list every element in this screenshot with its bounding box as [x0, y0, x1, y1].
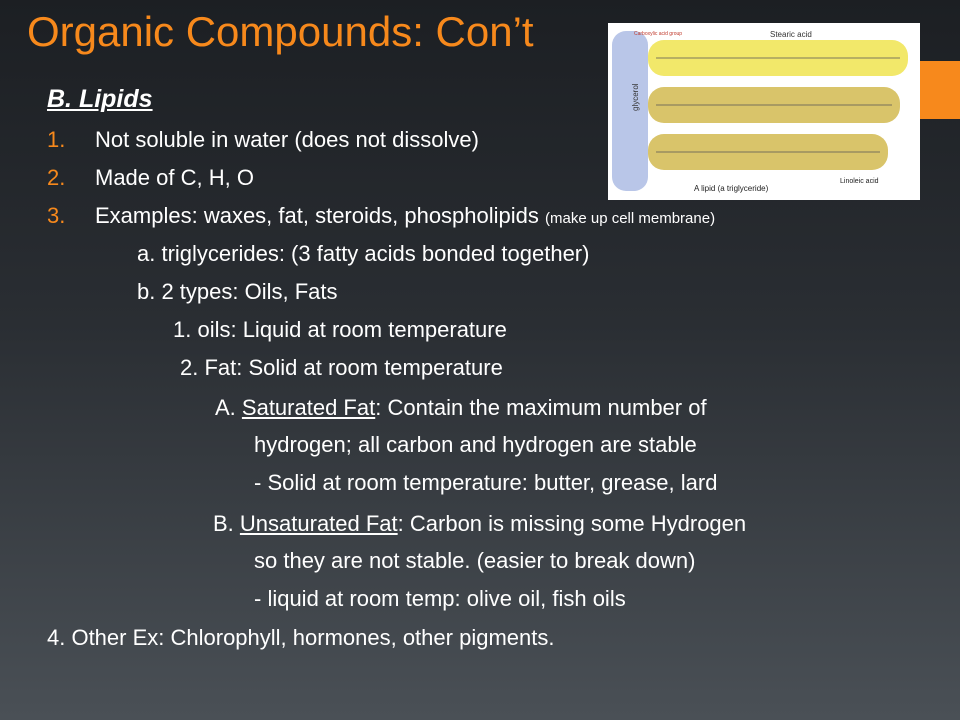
unsaturated-rest: : Carbon is missing some Hydrogen — [397, 511, 747, 536]
section-heading: B. Lipids — [47, 85, 153, 113]
list-number: 2. — [47, 165, 66, 190]
list-text: Not soluble in water (does not dissolve) — [95, 127, 479, 152]
saturated-line-2: hydrogen; all carbon and hydrogen are stable — [254, 432, 697, 457]
lipid-label: A lipid (a triglyceride) — [694, 184, 769, 193]
unsaturated-line-3: - liquid at room temp: olive oil, fish oils — [254, 586, 626, 611]
stearic-label: Stearic acid — [770, 30, 812, 39]
sub-item-oils: 1. oils: Liquid at room temperature — [173, 317, 507, 342]
saturated-prefix: A. — [215, 395, 242, 420]
saturated-fat-line — [215, 394, 707, 422]
other-examples: 4. Other Ex: Chlorophyll, hormones, other pigments. — [47, 625, 555, 650]
unsaturated-prefix: B. — [213, 511, 240, 536]
unsaturated-term: Unsaturated Fat — [239, 511, 398, 536]
slide-title: Organic Compounds: Con’t — [27, 8, 534, 55]
saturated-rest: : Contain the maximum number of — [375, 395, 707, 420]
unsaturated-fat-line — [213, 510, 746, 538]
carboxylic-label: Carboxylic acid group — [634, 31, 683, 37]
sub-item-fat: 2. Fat: Solid at room temperature — [180, 355, 503, 380]
list-text: Examples: waxes, fat, steroids, phospholipids — [95, 203, 546, 228]
linoleic-label: Linoleic acid — [840, 178, 879, 185]
list-text: Made of C, H, O — [95, 165, 254, 190]
list-note: (make up cell membrane) — [545, 210, 716, 227]
triglyceride-diagram — [608, 23, 920, 200]
sub-item-a: a. triglycerides: (3 fatty acids bonded together) — [137, 241, 590, 266]
unsaturated-line-2: so they are not stable. (easier to break down) — [254, 548, 696, 573]
sub-item-b: b. 2 types: Oils, Fats — [137, 279, 338, 304]
saturated-line-3: - Solid at room temperature: butter, grease, lard — [254, 470, 718, 495]
glycerol-label: glycerol — [631, 83, 640, 111]
list-number: 1. — [47, 127, 66, 152]
list-item — [47, 202, 715, 233]
list-item — [47, 126, 479, 154]
list-number: 3. — [47, 203, 66, 228]
glycerol-region — [612, 31, 648, 191]
saturated-term: Saturated Fat — [241, 395, 376, 420]
triglyceride-figure — [608, 23, 920, 200]
list-item — [47, 164, 254, 192]
